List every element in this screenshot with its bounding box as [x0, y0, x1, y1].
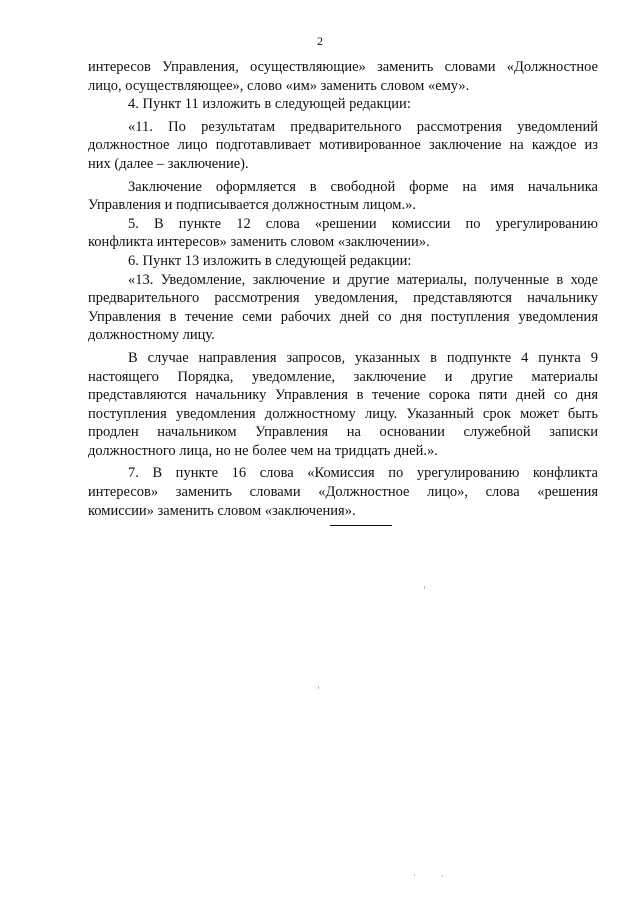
- text-line: Заключение оформляется в свободной форме на имя начальника: [128, 178, 598, 195]
- paragraph-conclusion-form: [88, 178, 598, 215]
- paragraph-clause-13: [88, 271, 598, 345]
- text-line: них (далее – заключение).: [88, 155, 249, 172]
- paragraph-clause-11: [88, 118, 598, 174]
- text-line: 7. В пункте 16 слова «Комиссия по урегулированию конфликта: [128, 465, 598, 482]
- text-line: поступления уведомления должностному лицу. Указанный срок может быть: [88, 405, 598, 422]
- text-line: лицо, осуществляющее», слово «им» заменить словом «ему».: [88, 77, 470, 94]
- text-line: 5. В пункте 12 слова «решении комиссии по урегулированию: [128, 215, 598, 232]
- scan-speck: [424, 586, 425, 589]
- closing-rule: [330, 525, 392, 526]
- text-line: настоящего Порядка, уведомление, заключение и другие материалы: [88, 368, 598, 385]
- paragraph-item-6: [88, 252, 598, 271]
- paragraph-item-4: [88, 95, 598, 114]
- scan-speck: [442, 875, 443, 877]
- scan-speck: [318, 686, 319, 689]
- text-line: предварительного рассмотрения уведомления, представляются начальнику: [88, 290, 598, 307]
- text-line: должностного лица, но не более чем на тридцать дней.».: [88, 442, 438, 459]
- text-line: конфликта интересов» заменить словом «заключении».: [88, 234, 430, 251]
- paragraph-item-3-end: [88, 58, 598, 95]
- text-line: 6. Пункт 13 изложить в следующей редакции:: [128, 252, 412, 269]
- text-line: «11. По результатам предварительного рассмотрения уведомлений: [128, 118, 598, 135]
- page-number: 2: [317, 34, 323, 48]
- text-line: интересов Управления, осуществляющие» заменить словами «Должностное: [88, 59, 598, 75]
- text-line: должностному лицу.: [88, 327, 215, 344]
- text-line: Управления в течение семи рабочих дней со дня поступления уведомления: [88, 308, 598, 325]
- paragraph-item-7: [88, 464, 598, 520]
- text-line: Управления и подписывается должностным лицом.».: [88, 197, 416, 214]
- text-line: продлен начальником Управления на основании служебной записки: [88, 424, 598, 441]
- paragraph-requests: [88, 349, 598, 461]
- text-line: В случае направления запросов, указанных в подпункте 4 пункта 9: [128, 349, 598, 366]
- text-line: должностное лицо подготавливает мотивированное заключение на каждое из: [88, 137, 598, 154]
- document-body: [88, 58, 598, 520]
- text-line: 4. Пункт 11 изложить в следующей редакции:: [128, 96, 411, 113]
- text-line: «13. Уведомление, заключение и другие материалы, полученные в ходе: [128, 271, 598, 288]
- text-line: представляются начальнику Управления в течение сорока пяти дней со дня: [88, 387, 598, 404]
- text-line: интересов» заменить словами «Должностное лицо», слова «решения: [88, 484, 598, 501]
- text-line: комиссии» заменить словом «заключения».: [88, 502, 356, 519]
- scan-speck: [414, 874, 415, 876]
- paragraph-item-5: [88, 215, 598, 252]
